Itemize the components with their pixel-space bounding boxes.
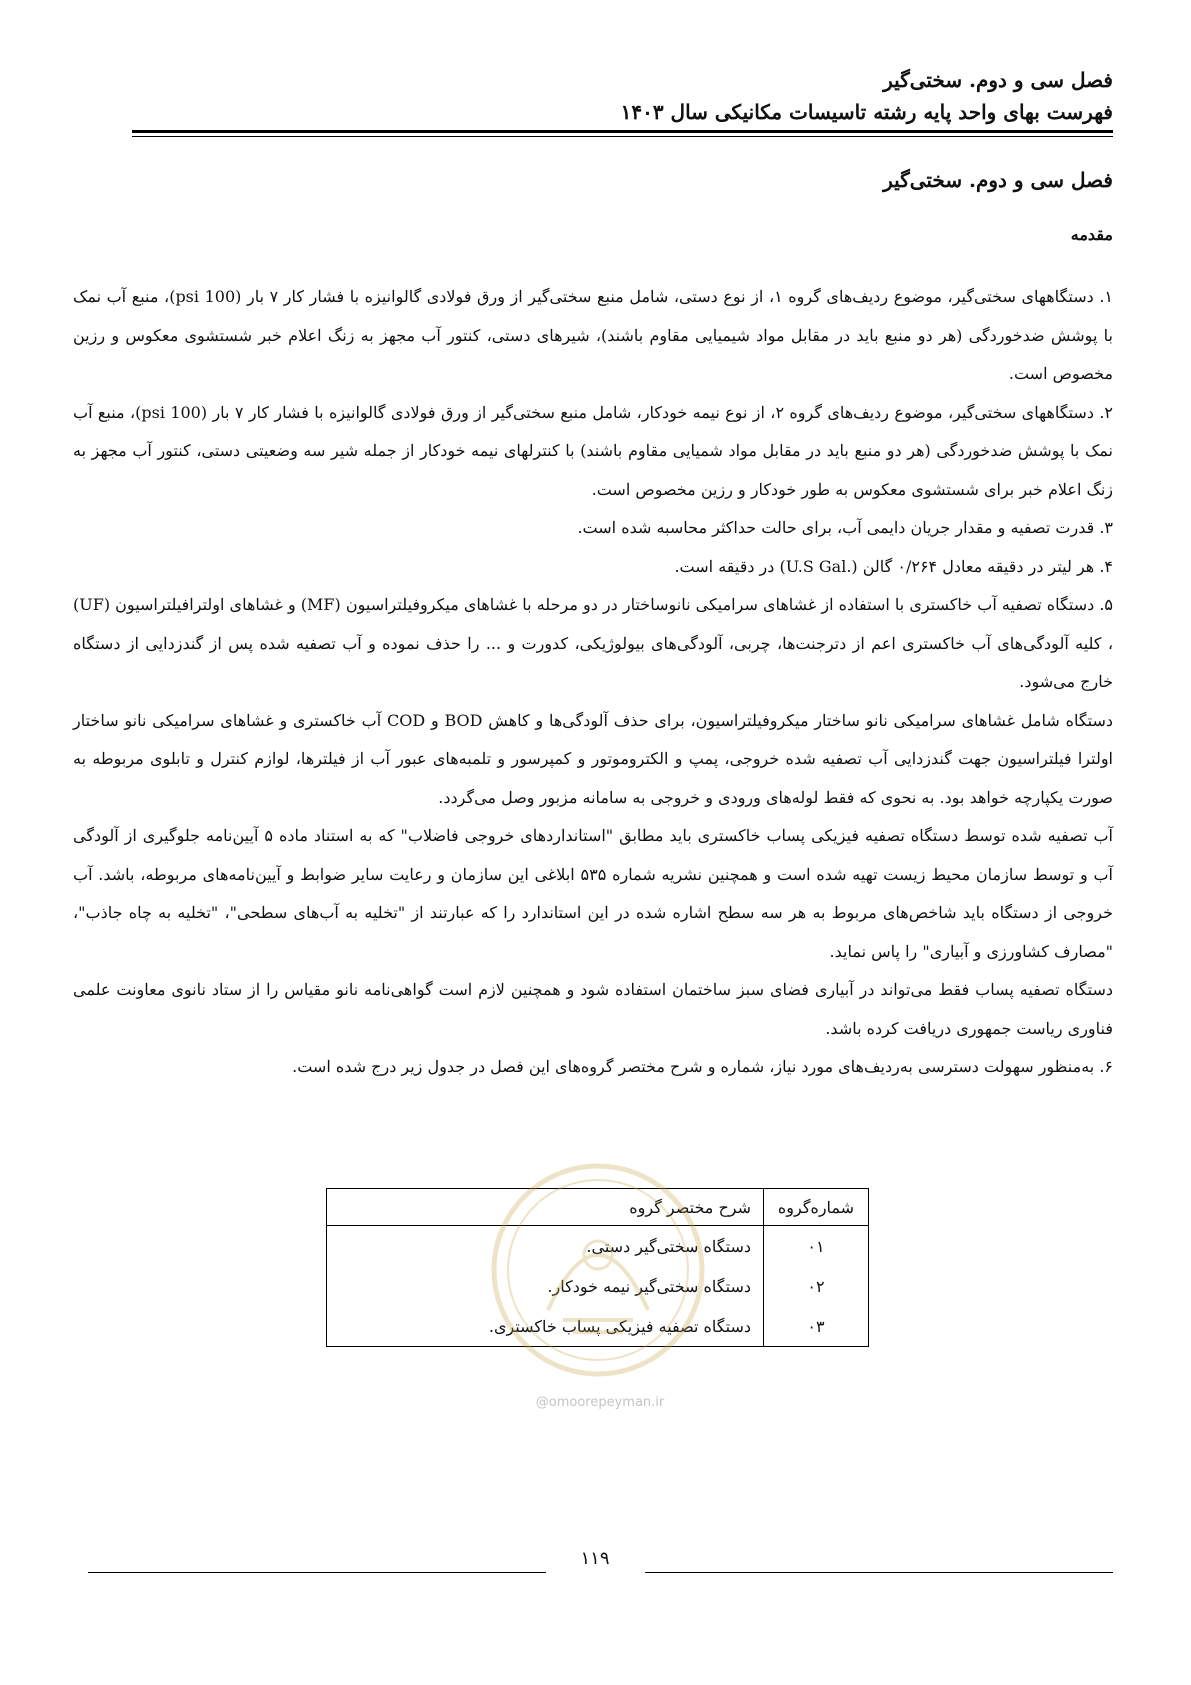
paragraph: ۲. دستگاههای سختی‌گیر، موضوع ردیف‌های گروه ۲، از نوع نیمه خودکار، شامل منبع سختی‌گیر از ورق فولادی گالوانیزه با فشار کار ۷ بار (100 psi)، منبع آب نمک با پوشش ضدخوردگی (هر دو منبع باید در مقابل مواد شمیایی مقاوم باشند) با کنترلهای نیمه خودکار از جمله شیر سه وضعیتی دستی، کنتور آب مجهز به زنگ اعلام خبر برای شستشوی معکوس به طور خودکار و رزین مخصوص است.	[73, 402, 1113, 499]
group-number-cell: ۰۱	[764, 1226, 869, 1267]
watermark-site: @omoorepeyman.ir	[535, 1395, 665, 1410]
footer-rule-right	[645, 1572, 1113, 1573]
footer-rule-left	[88, 1572, 546, 1573]
running-header-chapter: فصل سی و دوم. سختی‌گیر	[883, 68, 1113, 92]
paragraph: ۵. دستگاه تصفیه آب خاکستری با استفاده از غشاهای سرامیکی نانوساختار در دو مرحله با غشاهای میکروفیلتراسیون (MF) و غشاهای اولترافیلتراسیون (UF) ، کلیه آلودگی‌های آب خاکستری اعم از دترجنت‌ها، چربی، آلودگی‌های بیولوژیکی، کدورت و ... را حذف نموده و آب تصفیه شده پس از گندزدایی از دستگاه خارج می‌شود.	[73, 595, 1114, 691]
header-group-number: شماره‌گروه	[764, 1189, 869, 1226]
group-number-cell: ۰۳	[764, 1306, 869, 1347]
body-text	[73, 278, 1113, 1087]
chapter-title: فصل سی و دوم. سختی‌گیر	[883, 168, 1113, 192]
group-description-cell: دستگاه تصفیه فیزیکی پساب خاکستری.	[327, 1306, 764, 1347]
paragraph: دستگاه شامل غشاهای سرامیکی نانو ساختار میکروفیلتراسیون، برای حذف آلودگی‌ها و کاهش BOD و COD آب خاکستری و غشاهای سرامیکی نانو ساختار اولترا فیلتراسیون جهت گندزدایی آب تصفیه شده خروجی، پمپ و الکتروموتور و کمپرسور و تلمبه‌های عبور آب از فیلترها، لوازم کنترل و تابلوی مربوطه به صورت یکپارچه خواهد بود. به نحوی که فقط لوله‌های ورودی و خروجی به سامانه مزبور وصل می‌گردد.	[73, 710, 1114, 807]
header-rule-thin	[132, 136, 1113, 137]
intro-heading: مقدمه	[1070, 225, 1113, 244]
paragraph: ۶. به‌منظور سهولت دسترسی به‌ردیف‌های مورد نیاز، شماره و شرح مختصر گروه‌های این فصل در جدول زیر درج شده است.	[292, 1057, 1113, 1076]
watermark-seal-icon	[488, 1160, 708, 1380]
paragraph: دستگاه تصفیه پساب فقط می‌تواند در آبیاری فضای سبز ساختمان استفاده شود و همچنین لازم است گواهی‌نامه نانو مقیاس را از ستاد نانوی معاونت علمی فناوری ریاست جمهوری دریافت کرده باشد.	[73, 980, 1113, 1038]
group-number-cell: ۰۲	[764, 1266, 869, 1306]
page-number: ۱۱۹	[580, 1548, 610, 1569]
header-group-description: شرح مختصر گروه	[327, 1189, 764, 1226]
running-header-title: فهرست بهای واحد پایه رشته تاسیسات مکانیکی سال ۱۴۰۳	[620, 100, 1113, 124]
group-description-cell: دستگاه سختی‌گیر نیمه خودکار.	[327, 1266, 764, 1306]
group-description-cell: دستگاه سختی‌گیر دستی.	[327, 1226, 764, 1267]
paragraph: آب تصفیه شده توسط دستگاه تصفیه فیزیکی پساب خاکستری باید مطابق "استانداردهای خروجی فاضلاب" که به استناد ماده ۵ آیین‌نامه جلوگیری از آلودگی آب و توسط سازمان محیط زیست تهیه شده است و همچنین نشریه شماره ۵۳۵ ابلاغی این سازمان و رعایت سایر ضوابط و آیین‌نامه‌های مربوطه، باشد. آب خروجی از دستگاه باید شاخص‌های مربوط به هر سه سطح اشاره شده در این استاندارد را که عبارتند از "تخلیه به آب‌های سطحی"، "تخلیه به چاه جاذب"، "مصارف کشاورزی و آبیاری" را پاس نماید.	[73, 826, 1114, 961]
paragraph: ۳. قدرت تصفیه و مقدار جریان دایمی آب، برای حالت حداکثر محاسبه شده است.	[577, 518, 1113, 537]
paragraph: ۴. هر لیتر در دقیقه معادل ۰/۲۶۴ گالن (.U.S Gal) در دقیقه است.	[674, 556, 1113, 576]
paragraph: ۱. دستگاههای سختی‌گیر، موضوع ردیف‌های گروه ۱، از نوع دستی، شامل منبع سختی‌گیر از ورق فولادی گالوانیزه با فشار کار ۷ بار (100 psi)، منبع آب نمک با پوشش ضدخوردگی (هر دو منبع باید در مقابل مواد شیمیایی مقاوم باشند)، شیرهای دستی، کنتور آب مجهز به زنگ اعلام خبر شستشوی معکوس و رزین مخصوص است.	[73, 287, 1113, 383]
header-rule-thick	[132, 130, 1113, 133]
